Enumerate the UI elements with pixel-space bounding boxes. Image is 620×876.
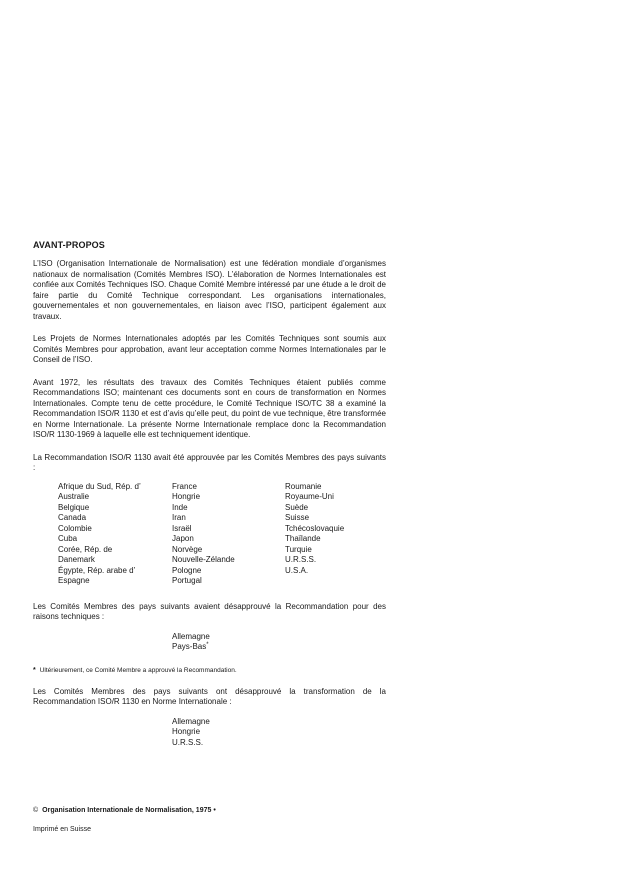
country-name: Espagne [58, 576, 90, 585]
countries-column-2 [172, 482, 282, 587]
country-name: Portugal [172, 576, 202, 585]
country-name: Iran [172, 513, 186, 522]
country-name: Belgique [58, 502, 90, 512]
country-name: Cuba [58, 534, 78, 543]
country-name: Norvège [172, 544, 203, 554]
country-name: Pologne [172, 565, 202, 575]
paragraph-iso-intro: L’ISO (Organisation Internationale de Normalisation) est une fédération mondiale d’organismes nationaux de normalisation (Comités Membres ISO). L’élaboration de Normes Internationales est confiée aux Comités Techniques ISO. Chaque Comité Membre intéressé par une étude a le droit de faire partie du Comité Technique correspondant. Les organisations internationales, gouvernementales et non gouvernementales, en liaison avec l’ISO, participent également aux travaux. [33, 259, 386, 321]
approving-countries-table [33, 482, 386, 594]
paragraph-disapproved-recommendation: Les Comités Membres des pays suivants avaient désapprouvé la Recommandation pour des raisons techniques : [33, 601, 386, 621]
paragraph-history: Avant 1972, les résultats des travaux des Comités Techniques étaient publiés comme Recommandations ISO; maintenant ces documents sont en cours de transformation en Normes Internationales. Compte tenu de cette procédure, le Comité Technique ISO/TC 38 a examiné la Recommandation ISO/R 1130 et est d’avis qu’elle peut, du point de vue technique, être transformée en Norme Internationale. La présente Norme Internationale remplace donc la Recommandation ISO/R 1130-1969 à laquelle elle est techniquement identique. [33, 377, 386, 439]
footnote [33, 666, 386, 675]
disapproving-transformation-list [172, 717, 386, 749]
country-name: Hongrie [172, 492, 201, 501]
country-name: Nouvelle-Zélande [172, 555, 235, 564]
country-name [172, 642, 386, 654]
country-name: Corée, Rép. de [58, 544, 113, 554]
country-name: France [172, 481, 197, 491]
country-name: Égypte, Rép. arabe d’ [58, 565, 136, 575]
country-name: Afrique du Sud, Rép. d’ [58, 481, 141, 491]
paragraph-approved-by: La Recommandation ISO/R 1130 avait été approuvée par les Comités Membres des pays suivants : [33, 452, 386, 472]
country-name: Australie [58, 492, 90, 501]
footnote-reference: * [206, 642, 209, 648]
country-name: Inde [172, 502, 188, 512]
country-name: Roumanie [285, 481, 322, 491]
country-name: Tchécoslovaquie [285, 523, 345, 533]
printed-in-notice: Imprimé en Suisse [33, 826, 91, 833]
country-name: U.R.S.S. [285, 555, 317, 564]
foreword-section [33, 240, 386, 760]
country-name: Suède [285, 502, 309, 512]
country-name: Colombie [58, 523, 92, 533]
paragraph-draft-standards: Les Projets de Normes Internationales adoptés par les Comités Techniques sont soumis aux Comités Membres pour approbation, avant leur acceptation comme Normes Internationales par le Conseil de l’ISO. [33, 334, 386, 364]
footnote-text: Ultérieurement, ce Comité Membre a approuvé la Recommandation. [39, 666, 237, 674]
country-name: Turquie [285, 544, 312, 554]
country-name: Japon [172, 534, 194, 543]
country-name: U.S.A. [285, 565, 309, 575]
country-name-text: Pays-Bas [172, 642, 207, 651]
copyright-bullet: • [213, 807, 216, 814]
disapproving-recommendation-list [172, 632, 386, 654]
foreword-heading: AVANT-PROPOS [33, 240, 105, 250]
country-name: Allemagne [172, 631, 210, 641]
countries-column-1 [58, 482, 188, 587]
country-name: Hongrie [172, 727, 201, 736]
copyright-symbol: © [33, 807, 39, 814]
copyright-notice [33, 807, 216, 814]
footnote-marker: * [33, 666, 36, 674]
country-name: Allemagne [172, 716, 210, 726]
countries-column-3 [285, 482, 395, 577]
copyright-text: Organisation Internationale de Normalisation, 1975 [42, 807, 212, 814]
country-name: Canada [58, 513, 87, 522]
country-name: Royaume-Uni [285, 492, 334, 501]
country-name: U.R.S.S. [172, 737, 204, 747]
paragraph-disapproved-transformation: Les Comités Membres des pays suivants ont désapprouvé la transformation de la Recommandation ISO/R 1130 en Norme Internationale : [33, 686, 386, 706]
country-name: Danemark [58, 555, 95, 564]
country-name: Israël [172, 523, 192, 533]
country-name: Suisse [285, 513, 310, 522]
country-name: Thaïlande [285, 534, 321, 543]
